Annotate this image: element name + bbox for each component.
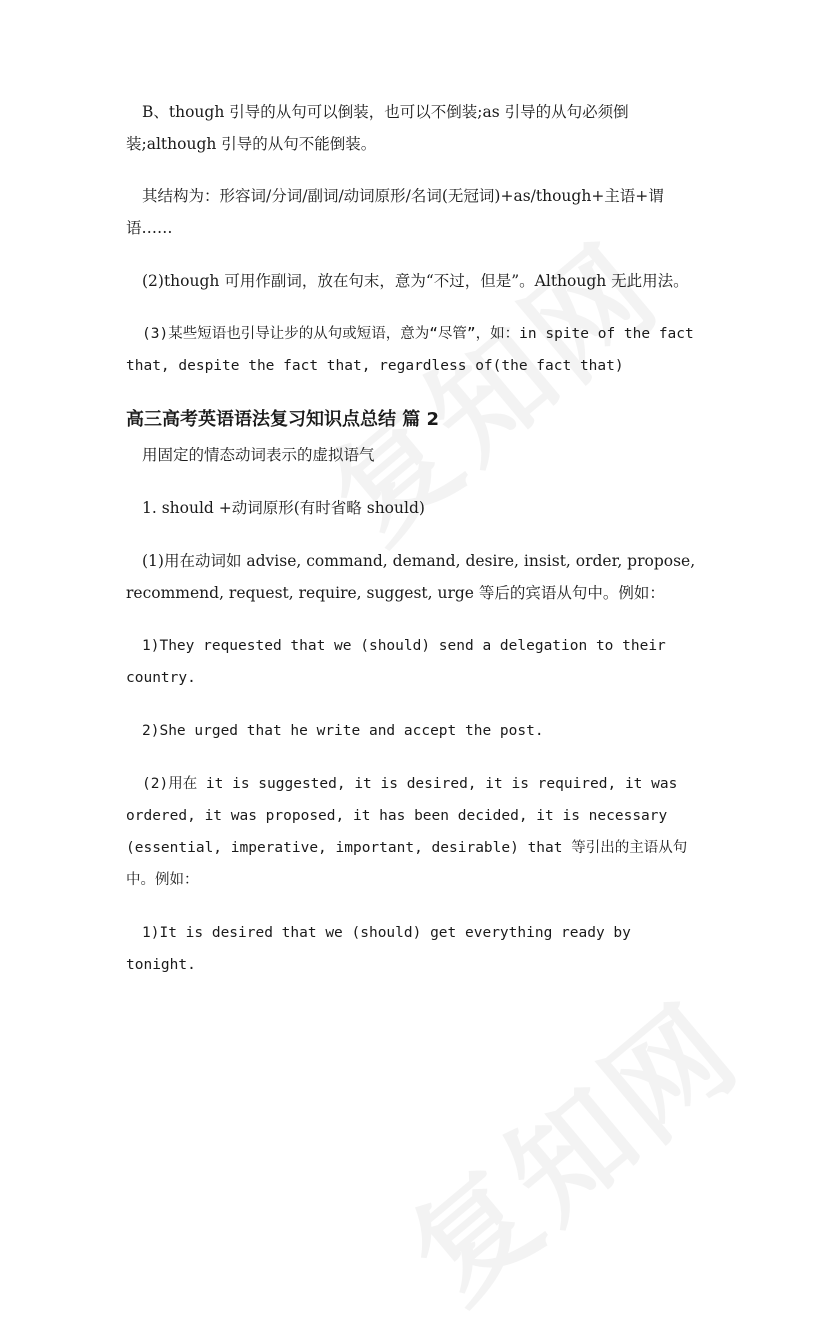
section-heading: 高三高考英语语法复习知识点总结 篇 2 [126, 409, 440, 430]
paragraph-should-rule: 1. should +动词原形(有时省略 should) [142, 499, 425, 517]
paragraph-subjunctive-intro: 用固定的情态动词表示的虚拟语气 [142, 446, 375, 464]
example-3: 1)It is desired that we (should) get everything ready by tonight. [126, 925, 631, 973]
document-body [126, 96, 706, 981]
paragraph-subject-clause: (2)用在 it is suggested, it is desired, it is required, it was ordered, it was proposed, it has been decided, it is necessary (essential, imperative, important, desirable) that 等引出的主语从句中。例如： [126, 776, 688, 888]
paragraph-object-clause: (1)用在动词如 advise, command, demand, desire, insist, order, propose, recommend, request, require, suggest, urge 等后的宾语从句中。例如： [126, 552, 696, 602]
paragraph-though-adverb: (2)though 可用作副词，放在句末，意为“不过，但是”。Although 无此用法。 [142, 272, 689, 290]
paragraph-structure: 其结构为：形容词/分词/副词/动词原形/名词(无冠词)+as/though+主语+谓语…… [126, 187, 664, 237]
watermark-lower [369, 959, 769, 1333]
example-1: 1)They requested that we (should) send a delegation to their country. [126, 638, 666, 686]
example-2: 2)She urged that he write and accept the post. [142, 723, 544, 739]
paragraph-though-inversion: B、though 引导的从句可以倒装，也可以不倒装;as 引导的从句必须倒装;although 引导的从句不能倒装。 [126, 103, 629, 153]
paragraph-phrases: (3)某些短语也引导让步的从句或短语，意为“尽管”，如：in spite of the fact that, despite the fact that, regardless of(the fact that) [126, 326, 694, 374]
